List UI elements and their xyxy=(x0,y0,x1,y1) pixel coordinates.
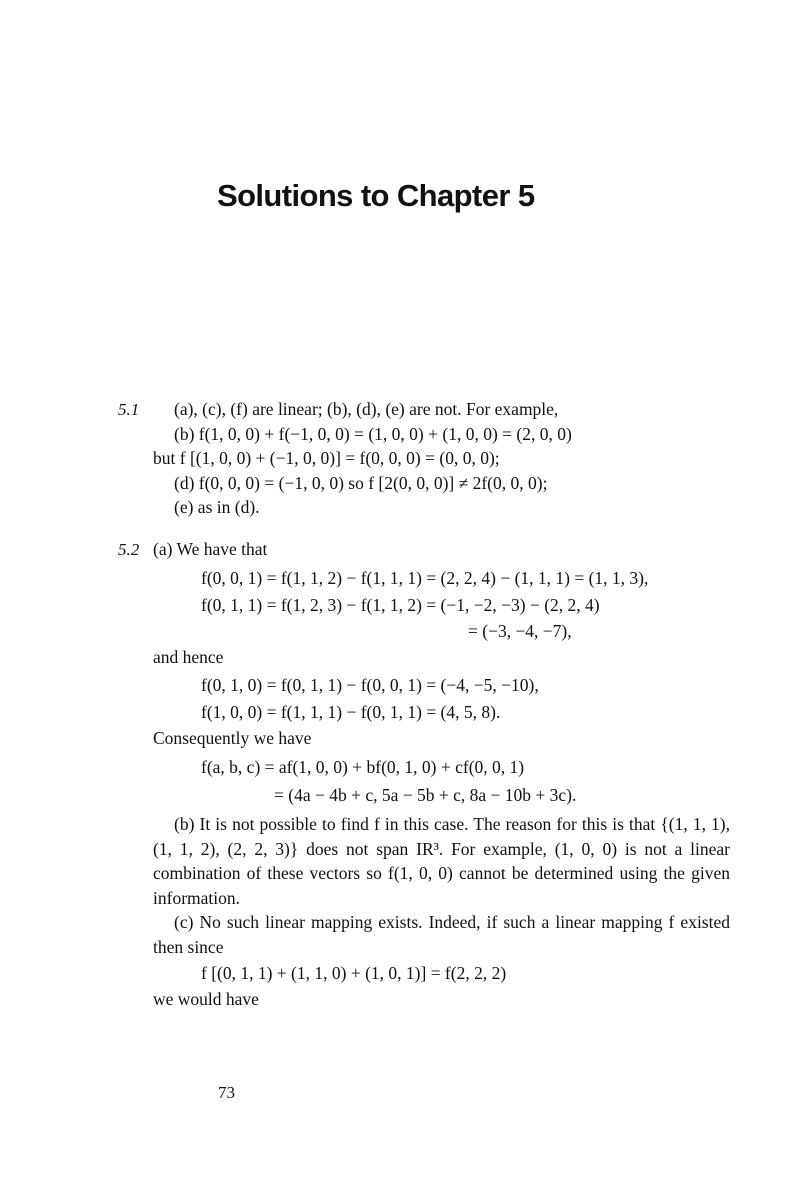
solution-line: (e) as in (d). xyxy=(174,497,260,517)
problem-number-5-2: 5.2 xyxy=(118,540,140,559)
solution-paragraph: (b) It is not possible to find f in this case. The reason for this is that {(1, 1, 1), (1, 1, 2), (2, 2, 3)} does not span IR³. For example, (1, 0, 0) is not a linear combination of these vectors so f(1, 0, 0) cannot be determined using the given information. xyxy=(153,814,730,908)
problem-number-5-1: 5.1 xyxy=(118,400,140,419)
equation-line: f(0, 0, 1) = f(1, 1, 2) − f(1, 1, 1) = (2, 2, 4) − (1, 1, 1) = (1, 1, 3), xyxy=(201,568,649,588)
chapter-title: Solutions to Chapter 5 xyxy=(217,178,535,213)
solution-line: (d) f(0, 0, 0) = (−1, 0, 0) so f [2(0, 0, 0)] ≠ 2f(0, 0, 0); xyxy=(174,473,548,493)
equation-line: f [(0, 1, 1) + (1, 1, 0) + (1, 0, 1)] = f(2, 2, 2) xyxy=(201,963,507,983)
equation-line: f(0, 1, 0) = f(0, 1, 1) − f(0, 0, 1) = (−4, −5, −10), xyxy=(201,675,539,695)
equation-line: = (4a − 4b + c, 5a − 5b + c, 8a − 10b + 3c). xyxy=(274,785,577,805)
solution-line: (b) f(1, 0, 0) + f(−1, 0, 0) = (1, 0, 0) + (1, 0, 0) = (2, 0, 0) xyxy=(174,424,572,444)
solution-line: and hence xyxy=(153,647,224,667)
solution-line: Consequently we have xyxy=(153,728,312,748)
page-number: 73 xyxy=(218,1083,235,1102)
equation-line: f(a, b, c) = af(1, 0, 0) + bf(0, 1, 0) + cf(0, 0, 1) xyxy=(201,757,525,777)
solution-line: (a) We have that xyxy=(153,539,268,559)
solution-paragraph: (c) No such linear mapping exists. Indeed, if such a linear mapping f existed then since xyxy=(153,912,730,957)
equation-line: f(0, 1, 1) = f(1, 2, 3) − f(1, 1, 2) = (−1, −2, −3) − (2, 2, 4) xyxy=(201,595,600,615)
equation-line: = (−3, −4, −7), xyxy=(468,621,572,641)
solution-line: but f [(1, 0, 0) + (−1, 0, 0)] = f(0, 0, 0) = (0, 0, 0); xyxy=(153,448,500,468)
equation-line: f(1, 0, 0) = f(1, 1, 1) − f(0, 1, 1) = (4, 5, 8). xyxy=(201,702,501,722)
solution-line: we would have xyxy=(153,989,259,1009)
solution-line: (a), (c), (f) are linear; (b), (d), (e) are not. For example, xyxy=(174,399,559,419)
